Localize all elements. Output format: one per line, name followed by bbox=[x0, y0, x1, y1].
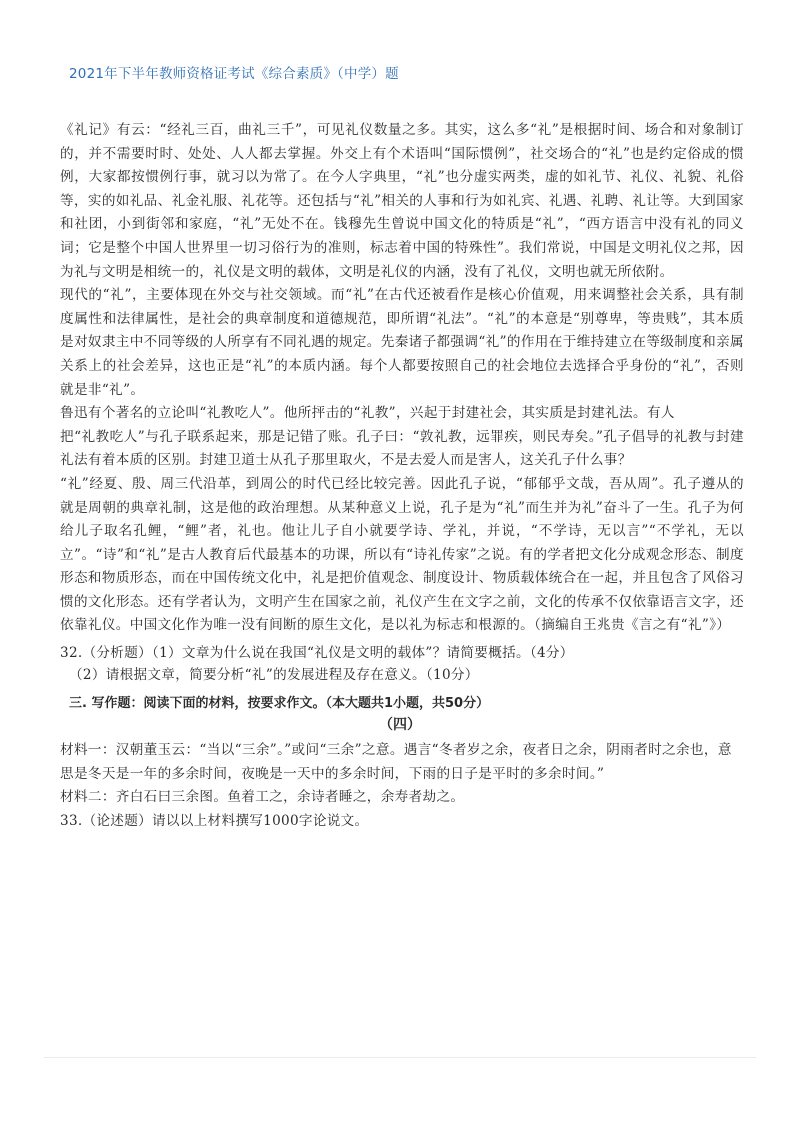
passage-paragraph: 现代的“礼”，主要体现在外交与社交领域。而“礼”在古代还被看作是核心价值观，用来调整社会关系，具有制度属性和法律属性，是社会的典章制度和道德规范，即所谓“礼法”。“礼”的本意是“别尊卑，等贵贱”，其本质是对奴隶主中不同等级的人所享有不同礼遇的规定。先秦诸子都强调“礼”的作用在于维持建立在等级制度和亲属关系上的社会差异，这也正是“礼”的本质内涵。每个人都要按照自己的社会地位去选择合乎身份的“礼”，否则就是非“礼”。 bbox=[60, 287, 744, 398]
passage-paragraph: 把“礼教吃人”与孔子联系起来，那是记错了账。孔子曰：“敦礼教，远罪疾，则民寿矣。”孔子倡导的礼教与封建礼法有着本质的区别。封建卫道士从孔子那里取火，不是去爱人而是害人，这关孔子什么事？ bbox=[60, 428, 744, 469]
material-one: 材料一：汉朝董玉云：“当以“三余”。”或问“三余”之意。遇言“冬者岁之余，夜者日之余，阴雨者时之余也，意思是冬天是一年的多余时间，夜晚是一天中的多余时间，下雨的日子是平时的多余时间。” bbox=[60, 742, 732, 782]
passage-paragraph: 鲁迅有个著名的立论叫“礼教吃人”。他所抨击的“礼教”，兴起于封建社会，其实质是封建礼法。有人 bbox=[60, 405, 675, 422]
question-32-part-1: 32.（分析题）（1）文章为什么说在我国“礼仪是文明的载体”？请简要概括。（4分） bbox=[60, 645, 574, 661]
section-3-heading: 三. 写作题：阅读下面的材料，按要求作文。（本大题共1小题，共50分） bbox=[69, 696, 490, 711]
question-32-part-2: （2）请根据文章，简要分析“礼”的发展进程及存在意义。（10分） bbox=[69, 667, 479, 683]
reading-passage bbox=[60, 119, 744, 638]
question-33: 33.（论述题）请以以上材料撰写1000字论说文。 bbox=[60, 813, 369, 829]
material-two: 材料二：齐白石曰三余图。鱼着工之，余诗者睡之，余寿者劫之。 bbox=[60, 789, 465, 806]
part-label: （四） bbox=[379, 717, 421, 733]
footer-divider bbox=[44, 1057, 756, 1058]
document-header-title: 2021年下半年教师资格证考试《综合素质》（中学）题 bbox=[69, 66, 399, 82]
writing-materials bbox=[60, 739, 744, 810]
passage-paragraph: 《礼记》有云：“经礼三百，曲礼三千”，可见礼仪数量之多。其实，这么多“礼”是根据时间、场合和对象制订的，并不需要时时、处处、人人都去掌握。外交上有个术语叫“国际惯例”，社交场合的“礼”也是约定俗成的惯例，大家都按惯例行事，就习以为常了。在今人字典里，“礼”也分虚实两类，虚的如礼节、礼仪、礼貌、礼俗等，实的如礼品、礼金礼服、礼花等。还包括与“礼”相关的人事和行为如礼宾、礼遇、礼聘、礼让等。大到国家和社团，小到街邻和家庭，“礼”无处不在。钱穆先生曾说中国文化的特质是“礼”，“西方语言中没有礼的同义词；它是整个中国人世界里一切习俗行为的准则，标志着中国的特殊性”。我们常说，中国是文明礼仪之邦，因为礼与文明是相统一的，礼仪是文明的载体，文明是礼仪的内涵，没有了礼仪，文明也就无所依附。 bbox=[60, 122, 744, 280]
passage-paragraph: “礼”经夏、殷、周三代沿革，到周公的时代已经比较完善。因此孔子说，“郁郁乎文哉，吾从周”。孔子遵从的就是周朝的典章礼制，这是他的政治理想。从某种意义上说，孔子是为“礼”而生并为礼”奋斗了一生。孔子为何给儿子取名孔鲤，“鲤”者，礼也。他让儿子自小就要学诗、学礼，并说，“不学诗，无以言”“不学礼，无以立”。“诗”和“礼”是古人教育后代最基本的功课，所以有“诗礼传家”之说。有的学者把文化分成观念形态、制度形态和物质形态，而在中国传统文化中，礼是把价值观念、制度设计、物质载体统合在一起，并且包含了风俗习惯的文化形态。还有学者认为，文明产生在国家之前，礼仪产生在文字之前，文化的传承不仅依靠语言文字，还依靠礼仪。中国文化作为唯一没有间断的原生文化，是以礼为标志和根源的。（摘编自王兆贵《言之有“礼”》） bbox=[60, 475, 744, 634]
